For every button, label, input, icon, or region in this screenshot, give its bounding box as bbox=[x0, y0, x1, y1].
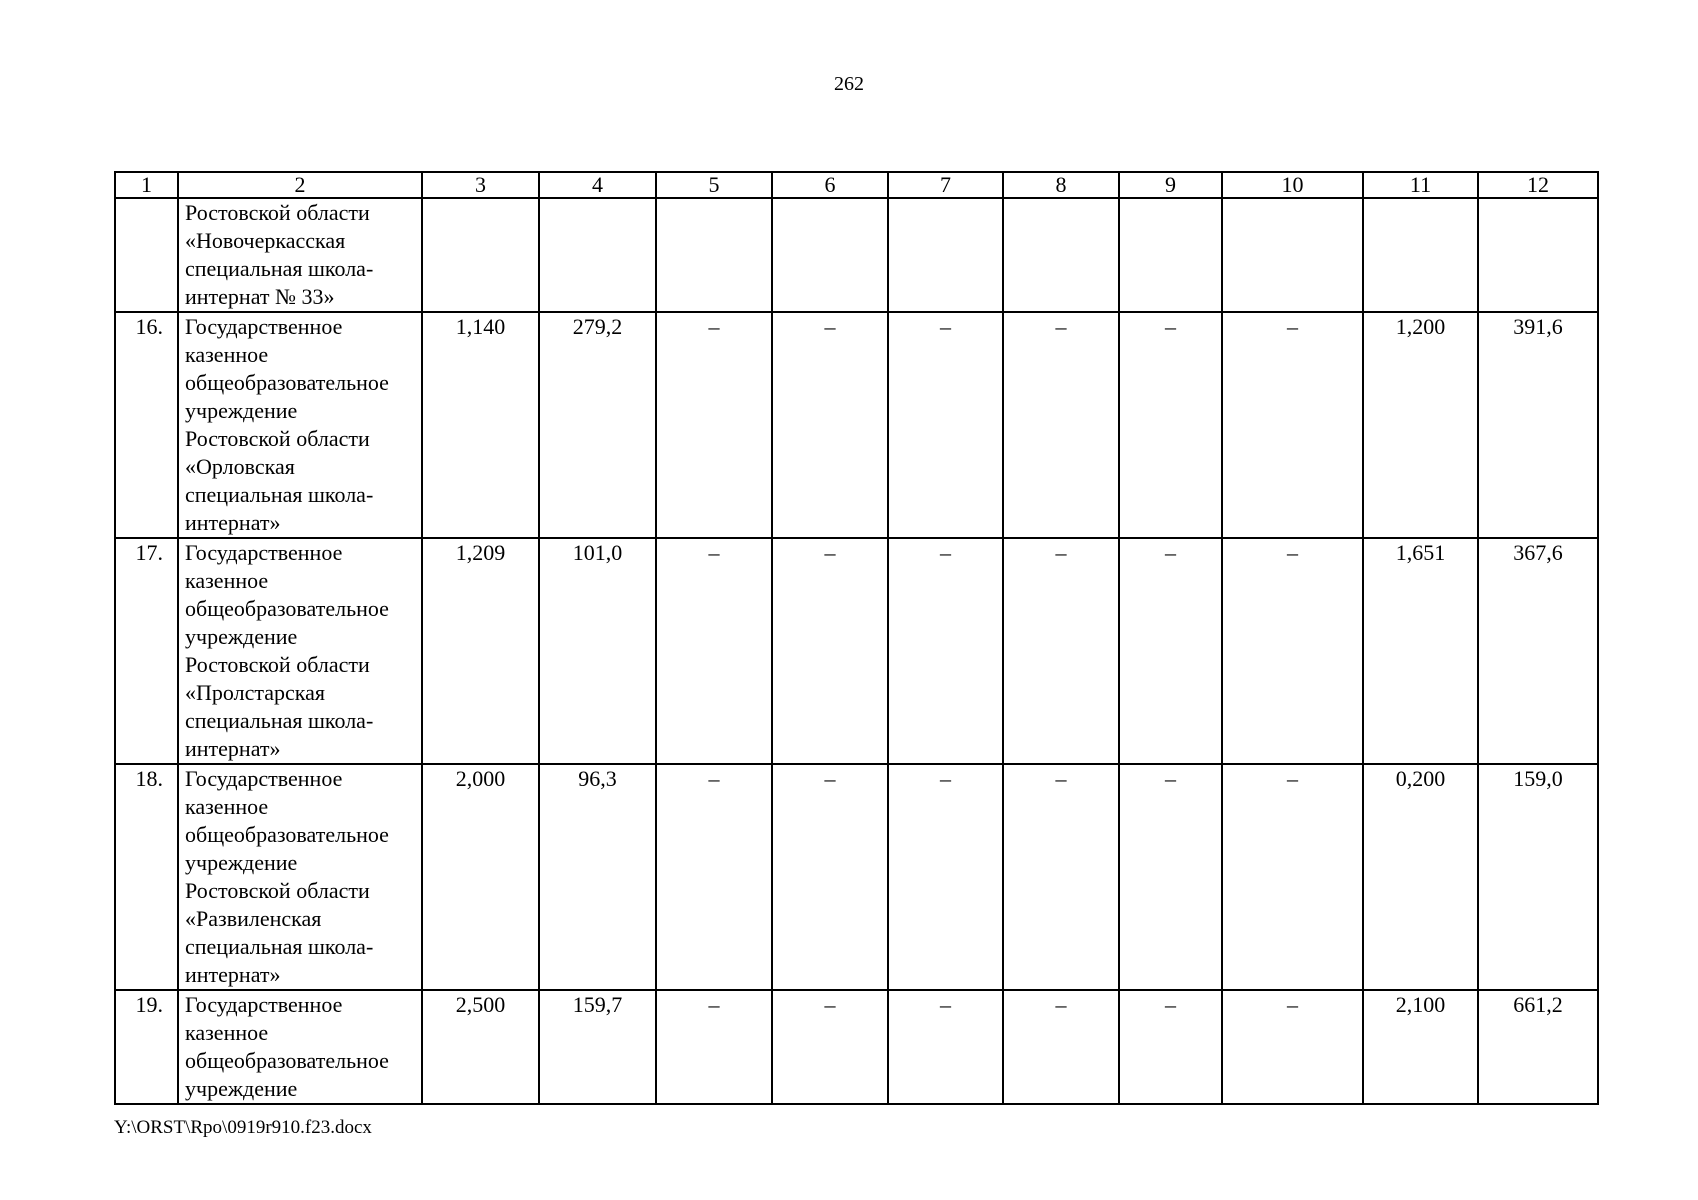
cell-col6: – bbox=[772, 312, 888, 538]
cell-col5: – bbox=[656, 764, 772, 990]
cell-col3: 1,140 bbox=[422, 312, 539, 538]
cell-col4: 96,3 bbox=[539, 764, 656, 990]
cell-col11 bbox=[1363, 198, 1478, 312]
cell-col8: – bbox=[1003, 312, 1119, 538]
cell-col5: – bbox=[656, 990, 772, 1104]
cell-col11: 1,651 bbox=[1363, 538, 1478, 764]
column-header: 2 bbox=[178, 172, 422, 198]
data-table bbox=[114, 171, 1599, 1105]
cell-col6: – bbox=[772, 990, 888, 1104]
column-header: 8 bbox=[1003, 172, 1119, 198]
cell-col9: – bbox=[1119, 990, 1222, 1104]
cell-col10: – bbox=[1222, 312, 1363, 538]
cell-col9: – bbox=[1119, 538, 1222, 764]
column-header: 1 bbox=[115, 172, 178, 198]
cell-col5: – bbox=[656, 538, 772, 764]
cell-col7: – bbox=[888, 312, 1003, 538]
cell-col11: 2,100 bbox=[1363, 990, 1478, 1104]
table-row bbox=[115, 764, 1598, 990]
column-header: 4 bbox=[539, 172, 656, 198]
row-number bbox=[115, 198, 178, 312]
column-header: 5 bbox=[656, 172, 772, 198]
cell-col7: – bbox=[888, 990, 1003, 1104]
row-number: 16. bbox=[115, 312, 178, 538]
cell-col8 bbox=[1003, 198, 1119, 312]
row-number: 19. bbox=[115, 990, 178, 1104]
table-row bbox=[115, 198, 1598, 312]
cell-col6: – bbox=[772, 764, 888, 990]
cell-col8: – bbox=[1003, 764, 1119, 990]
table-row bbox=[115, 538, 1598, 764]
cell-col7: – bbox=[888, 538, 1003, 764]
institution-name: Ростовской области «Новочеркасская специальная школа- интернат № 33» bbox=[178, 198, 422, 312]
cell-col5: – bbox=[656, 312, 772, 538]
cell-col12: 367,6 bbox=[1478, 538, 1598, 764]
cell-col12: 159,0 bbox=[1478, 764, 1598, 990]
cell-col12: 661,2 bbox=[1478, 990, 1598, 1104]
institution-name: Государственное казенное общеобразовательное учреждение Ростовской области «Пролстарская специальная школа- интернат» bbox=[178, 538, 422, 764]
cell-col3: 1,209 bbox=[422, 538, 539, 764]
cell-col5 bbox=[656, 198, 772, 312]
cell-col6: – bbox=[772, 538, 888, 764]
column-header: 12 bbox=[1478, 172, 1598, 198]
cell-col7 bbox=[888, 198, 1003, 312]
cell-col4: 279,2 bbox=[539, 312, 656, 538]
cell-col4: 101,0 bbox=[539, 538, 656, 764]
cell-col12: 391,6 bbox=[1478, 312, 1598, 538]
cell-col9 bbox=[1119, 198, 1222, 312]
cell-col4: 159,7 bbox=[539, 990, 656, 1104]
cell-col4 bbox=[539, 198, 656, 312]
institution-name: Государственное казенное общеобразовательное учреждение bbox=[178, 990, 422, 1104]
institution-name: Государственное казенное общеобразовательное учреждение Ростовской области «Развиленская специальная школа- интернат» bbox=[178, 764, 422, 990]
cell-col11: 1,200 bbox=[1363, 312, 1478, 538]
cell-col12 bbox=[1478, 198, 1598, 312]
cell-col6 bbox=[772, 198, 888, 312]
column-header: 10 bbox=[1222, 172, 1363, 198]
cell-col7: – bbox=[888, 764, 1003, 990]
cell-col3: 2,000 bbox=[422, 764, 539, 990]
cell-col3: 2,500 bbox=[422, 990, 539, 1104]
cell-col11: 0,200 bbox=[1363, 764, 1478, 990]
column-header: 3 bbox=[422, 172, 539, 198]
institution-name: Государственное казенное общеобразовательное учреждение Ростовской области «Орловская специальная школа- интернат» bbox=[178, 312, 422, 538]
column-header: 7 bbox=[888, 172, 1003, 198]
cell-col8: – bbox=[1003, 990, 1119, 1104]
row-number: 17. bbox=[115, 538, 178, 764]
column-header: 9 bbox=[1119, 172, 1222, 198]
table-row bbox=[115, 312, 1598, 538]
header-row bbox=[115, 172, 1598, 198]
cell-col10: – bbox=[1222, 764, 1363, 990]
cell-col10: – bbox=[1222, 538, 1363, 764]
cell-col10 bbox=[1222, 198, 1363, 312]
column-header: 6 bbox=[772, 172, 888, 198]
file-path-footer: Y:\ORST\Rpo\0919r910.f23.docx bbox=[114, 1117, 372, 1138]
cell-col8: – bbox=[1003, 538, 1119, 764]
column-header: 11 bbox=[1363, 172, 1478, 198]
page-number: 262 bbox=[834, 73, 864, 95]
row-number: 18. bbox=[115, 764, 178, 990]
cell-col9: – bbox=[1119, 764, 1222, 990]
cell-col3 bbox=[422, 198, 539, 312]
cell-col10: – bbox=[1222, 990, 1363, 1104]
cell-col9: – bbox=[1119, 312, 1222, 538]
table-row bbox=[115, 990, 1598, 1104]
